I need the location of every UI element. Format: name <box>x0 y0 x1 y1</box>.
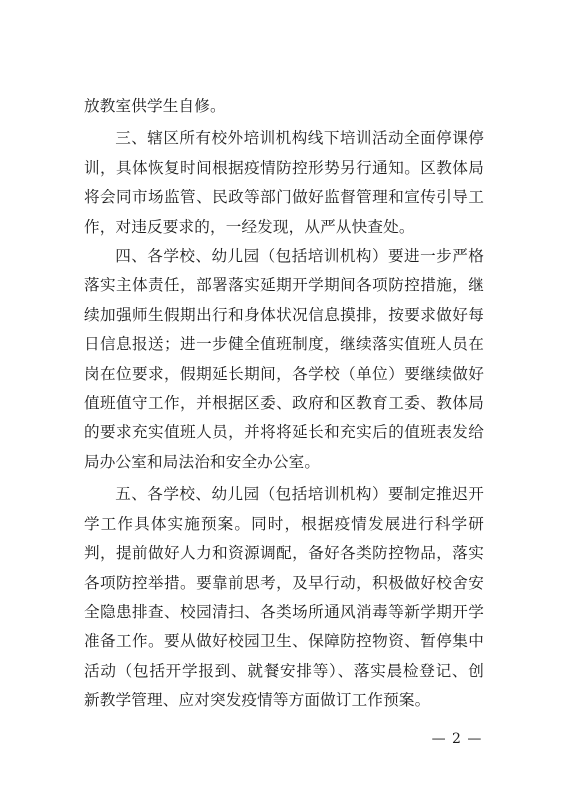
paragraph-item-5: 五、各学校、幼儿园（包括培训机构）要制定推迟开学工作具体实施预案。同时，根据疫情发展进行科学研判，提前做好人力和资源调配，备好各类防控物品，落实各项防控举措。要靠前思考，及早行动，积极做好校舍安全隐患排查、校园清扫、各类场所通风消毒等新学期开学准备工作。要从做好校园卫生、保障防控物资、暂停集中活动（包括开学报到、就餐安排等）、落实晨检登记、创新教学管理、应对突发疫情等方面做订工作预案。 <box>84 485 484 710</box>
paragraph-continuation: 放教室供学生自修。 <box>84 97 226 115</box>
document-body <box>84 92 484 716</box>
paragraph-item-3: 三、辖区所有校外培训机构线下培训活动全面停课停训，具体恢复时间根据疫情防控形势另行通知。区教体局将会同市场监管、民政等部门做好监督管理和宣传引导工作，对违反要求的，一经发现，从严从快查处。 <box>84 129 484 236</box>
paragraph-item-4: 四、各学校、幼儿园（包括培训机构）要进一步严格落实主体责任，部署落实延期开学期间各项防控措施，继续加强师生假期出行和身体状况信息摸排，按要求做好每日信息报送；进一步健全值班制度，继续落实值班人员在岗在位要求，假期延长期间，各学校（单位）要继续做好值班值守工作，并根据区委、政府和区教育工委、教体局的要求充实值班人员，并将将延长和充实后的值班表发给局办公室和局法治和安全办公室。 <box>84 247 484 471</box>
page-number: — 2 — <box>431 731 483 747</box>
